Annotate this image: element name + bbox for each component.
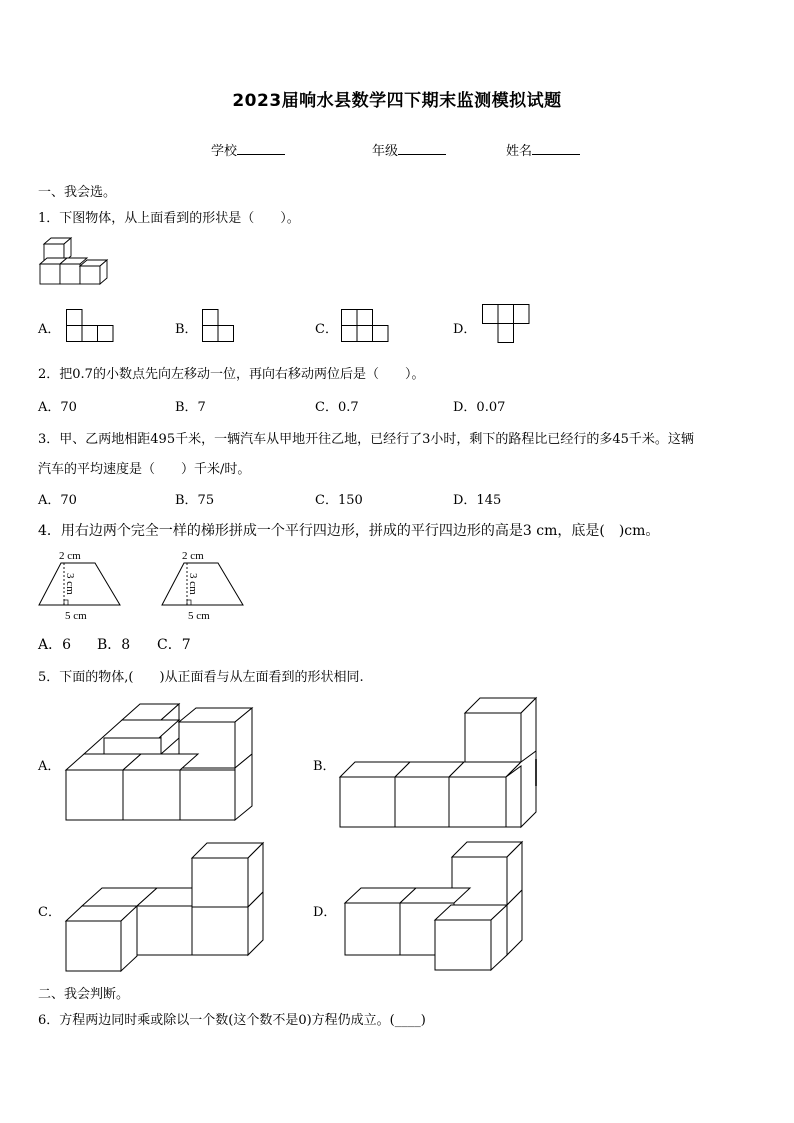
q2-option-c[interactable]: C．0.7 [315,400,359,415]
q3-option-a[interactable]: A．70 [38,493,77,508]
section-2-heading: 二、我会判断。 [38,987,130,1002]
school-blank[interactable] [237,142,285,155]
grade-blank[interactable] [398,142,446,155]
school-field[interactable] [211,140,285,159]
name-blank[interactable] [532,142,580,155]
q1-option-b[interactable]: B． [175,322,198,337]
q4-option-b[interactable]: B．8 [97,637,131,653]
section-1-heading: 一、我会选。 [38,185,117,200]
q5-option-c[interactable]: C． [38,905,61,920]
q3-option-b[interactable]: B．75 [175,493,215,508]
school-label: 学校 [211,144,238,159]
question-3-line-2: 汽车的平均速度是（ ）千米/时。 [38,462,251,477]
q1-option-c-shape [341,309,389,342]
q5-option-b[interactable]: B． [313,759,336,774]
q4-fig2-top-label: 2 cm [182,550,204,562]
question-2-text: 2．把0.7的小数点先向左移动一位，再向右移动两位后是（ ）。 [38,367,425,382]
q2-option-a[interactable]: A．70 [38,400,77,415]
question-4-text: 4．用右边两个完全一样的梯形拼成一个平行四边形，拼成的平行四边形的高是3 cm，底是( )cm。 [38,523,660,539]
page-title: 2023届响水县数学四下期末监测模拟试题 [232,91,562,111]
q1-cube-figure [38,236,110,288]
q1-option-d[interactable]: D． [453,322,477,337]
q5-option-d-figure [343,840,533,972]
q4-option-a[interactable]: A．6 [38,637,72,653]
q5-option-a-figure [64,704,254,822]
q4-fig2-bottom-label: 5 cm [188,610,210,622]
q1-option-c[interactable]: C． [315,322,338,337]
q4-option-c[interactable]: C．7 [157,637,191,653]
question-3-line-1: 3．甲、乙两地相距495千米，一辆汽车从甲地开往乙地，已经行了3小时，剩下的路程比已经行的多45千米。这辆 [38,432,694,447]
grade-label: 年级 [372,144,399,159]
q5-option-b-figure [340,696,540,828]
q2-option-d[interactable]: D．0.07 [453,400,506,415]
question-6-text: 6．方程两边同时乘或除以一个数(这个数不是0)方程仍成立。(____) [38,1013,426,1028]
q3-option-c[interactable]: C．150 [315,493,363,508]
question-1-text: 1．下图物体，从上面看到的形状是（ ）。 [38,211,300,226]
q4-trapezoid-figure-2 [160,548,260,624]
name-field[interactable] [506,140,580,159]
q5-option-c-figure [64,840,264,972]
q1-option-b-shape [202,309,235,342]
q4-fig1-bottom-label: 5 cm [65,610,87,622]
q4-fig1-top-label: 2 cm [59,550,81,562]
q5-option-a[interactable]: A． [38,759,61,774]
q4-fig1-height-label: 3 cm [64,573,76,595]
q1-option-a-shape [66,309,114,342]
q4-fig2-height-label: 3 cm [187,573,199,595]
q5-option-d[interactable]: D． [313,905,337,920]
grade-field[interactable] [372,140,446,159]
q2-option-b[interactable]: B．7 [175,400,206,415]
question-5-text: 5．下面的物体,( )从正面看与从左面看到的形状相同. [38,670,364,685]
q3-option-d[interactable]: D．145 [453,493,502,508]
q1-option-a[interactable]: A． [38,322,61,337]
q4-trapezoid-figure-1 [37,548,137,624]
name-label: 姓名 [506,144,533,159]
q1-option-d-shape [482,304,530,344]
